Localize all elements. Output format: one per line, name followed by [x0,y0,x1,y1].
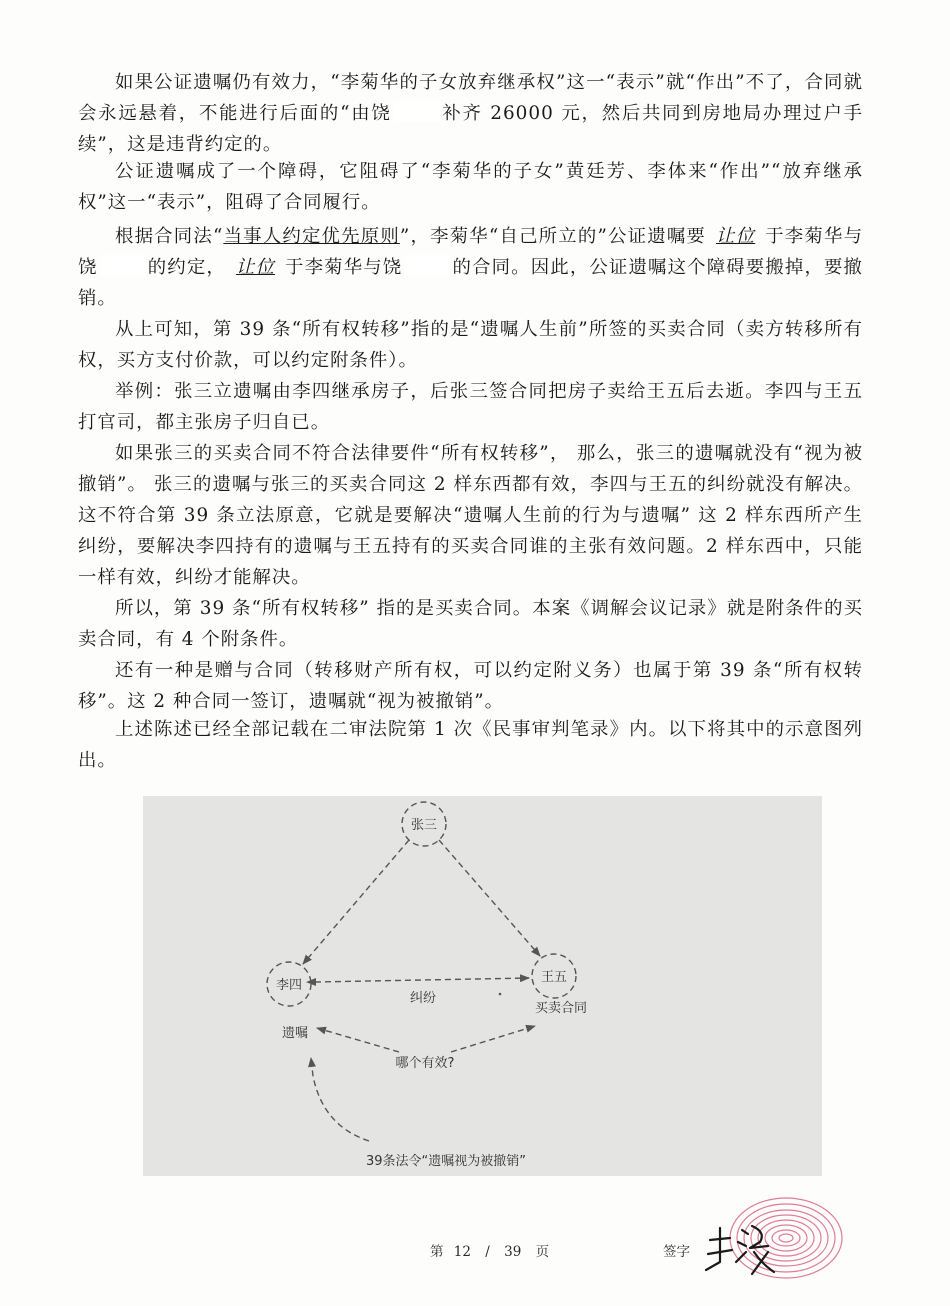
paragraph-5: 举例：张三立遗嘱由李四继承房子，后张三签合同把房子卖给王五后去逝。李四与王五打官司，都主张房子归自已。 [78,381,863,433]
arrow-law-to-will [311,1058,369,1141]
paragraph-3-part-f: 的合同。因此，公证遗嘱这个障碍要搬掉，要撤销。 [78,257,863,309]
page-number [430,1240,549,1260]
arrow-question-to-will [317,1028,399,1052]
page-total: 39 [504,1244,522,1260]
diagram-figure [143,796,822,1176]
signature-icon [702,1212,782,1282]
arrow-dispute [315,978,529,982]
law-label: 39条法令“遗嘱视为被撤销” [365,1154,527,1169]
page-current: 12 [453,1244,471,1260]
dispute-label: 纠纷 [409,991,437,1006]
node-label-wangwu: 王五 [540,970,568,985]
paragraph-3-part-e: 于李菊华与饶 [285,257,403,278]
question-label: 哪个有效? [395,1056,455,1071]
redaction-box [404,255,450,276]
paragraph-8: 还有一种是赠与合同（转移财产所有权，可以约定附义务）也属于第 39 条“所有权转移”。这 2 种合同一签订，遗嘱就“视为被撤销”。 [78,660,863,712]
paragraph-3-part-d: 的约定， [147,257,226,278]
diagram-svg [143,796,822,1176]
paragraph-3-part-a: 根据合同法“ [115,226,224,247]
redaction-box [394,101,440,122]
page-prefix: 第 [430,1244,444,1260]
speck-dot [499,993,502,996]
redaction-box [100,255,146,276]
arrow-zhangsan-to-lisi [303,840,409,964]
paragraph-2: 公证遗嘱成了一个障碍，它阻碍了“李菊华的子女”黄廷芳、李体来“作出”“放弃继承权”这一“表示”，阻碍了合同履行。 [78,161,863,213]
page-suffix: 页 [535,1244,550,1260]
paragraph-6: 如果张三的买卖合同不符合法律要件“所有权转移”， 那么，张三的遗嘱就没有“视为被撤销”。 张三的遗嘱与张三的买卖合同这 2 样东西都有效，李四与王五的纠纷就没有解决。这不符合第 39 条立法原意，它就是要解决“遗嘱人生前的行为与遗嘱” 这 2 样东西所产生纠纷，要解决李四持有的遗嘱与王五持有的买卖合同谁的主张有效问题。2 样东西中，只能一样有效，纠纷才能解决。 [78,443,863,588]
paragraph-1-part-a: 如果公证遗嘱仍有效力，“李菊华的子女放弃继承权”这一“表示”就“作出”不了，合同就会永远悬着，不能进行后面的“由饶 [78,72,863,124]
paragraph-1 [78,67,863,160]
node-label-zhangsan: 张三 [410,818,438,833]
signature-label: 签字 [663,1244,690,1260]
arrow-question-to-contract [451,1026,535,1052]
paragraph-3 [78,221,863,314]
page-separator: / [485,1244,490,1260]
paragraph-4: 从上可知，第 39 条“所有权转移”指的是“遗嘱人生前”所签的买卖合同（卖方转移所有权，买方支付价款，可以约定附条件）。 [78,319,863,371]
paragraph-3-part-c: 于李菊华与饶 [78,226,863,278]
yield-emphasis-2: 让位 [235,257,276,278]
paragraph-9: 上述陈述已经全部记载在二审法院第 1 次《民事审判笔录》内。以下将其中的示意图列出。 [78,719,863,771]
paragraph-3-part-b: ”，李菊华“自己所立的”公证遗嘱要 [399,226,707,247]
paragraph-7: 所以，第 39 条“所有权转移” 指的是买卖合同。本案《调解会议记录》就是附条件的买卖合同，有 4 个附条件。 [78,598,863,650]
will-label: 遗嘱 [281,1026,309,1041]
node-label-lisi: 李四 [275,978,303,993]
yield-emphasis-1: 让位 [716,226,756,247]
contract-label: 买卖合同 [534,1001,588,1016]
principle-underlined: 当事人约定优先原则 [223,226,400,247]
paragraph-1-part-b: 补齐 26000 元，然后共同到房地局办理过户手续”，这是违背约定的。 [78,103,863,155]
arrow-zhangsan-to-wangwu [439,840,540,956]
